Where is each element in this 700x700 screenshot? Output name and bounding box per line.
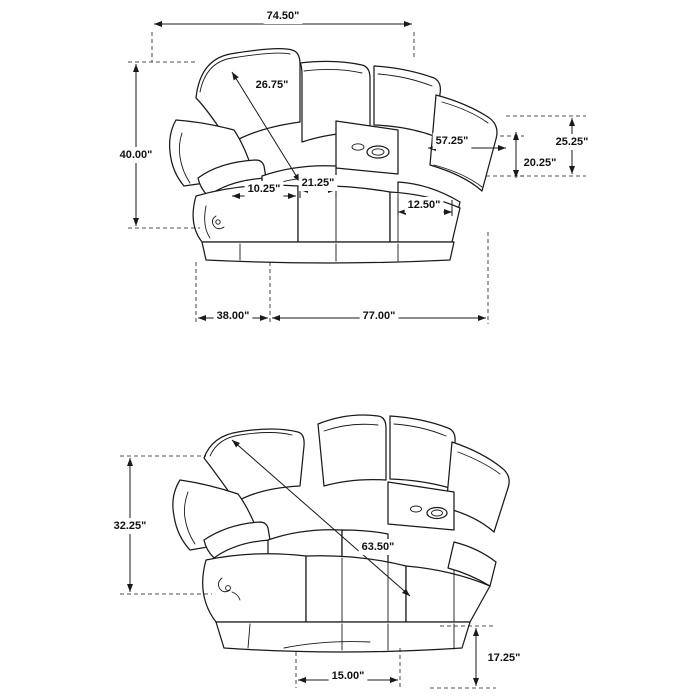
- loveseat-illustration: [173, 415, 509, 652]
- loveseat-base-width-label: 15.00": [331, 670, 365, 682]
- sofa-base-width-label: 77.00": [362, 310, 396, 322]
- sofa-arm-height-label: 25.25": [555, 136, 589, 148]
- sofa-overall-width-label: 74.50": [266, 10, 300, 22]
- sofa-console-width-label: 12.50": [407, 199, 441, 211]
- sofa-back-height-label: 26.75": [255, 79, 289, 91]
- sofa-depth-label: 57.25": [435, 135, 469, 147]
- loveseat-overall-height-label: 32.25": [113, 520, 147, 532]
- sofa-arm-width-label: 10.25": [247, 183, 281, 195]
- sofa-overall-height-label: 40.00": [119, 149, 153, 161]
- sofa-seat-height-label: 20.25": [523, 157, 557, 169]
- sofa-seat-width-label: 21.25": [301, 177, 335, 189]
- loveseat-diagonal-width-label: 63.50": [361, 541, 395, 553]
- sofa-illustration: [170, 49, 497, 263]
- sofa-base-left-width-label: 38.00": [216, 310, 250, 322]
- loveseat-seat-height-label: 17.25": [487, 652, 521, 664]
